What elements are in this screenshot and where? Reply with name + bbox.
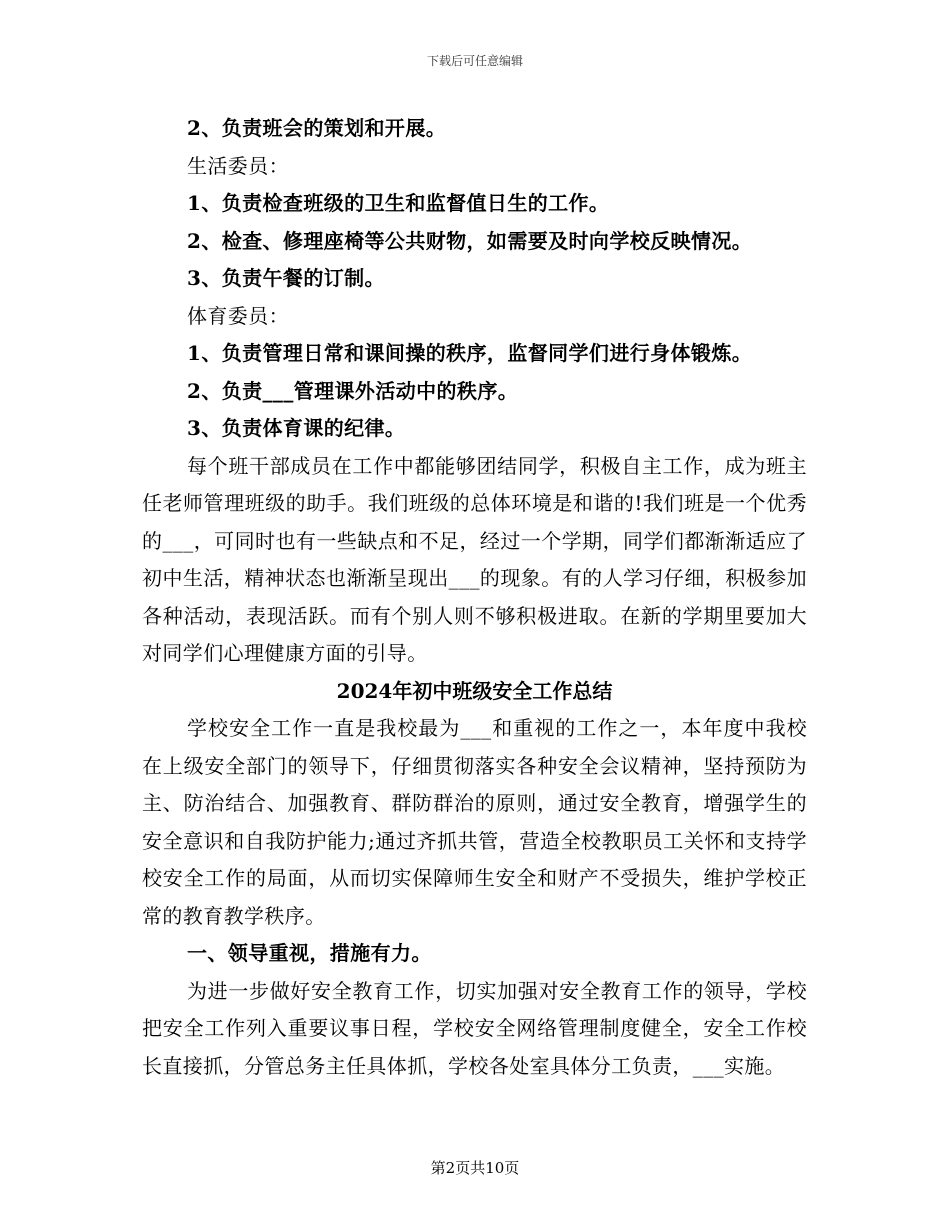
sports-item-1: 1、负责管理日常和课间操的秩序，监督同学们进行身体锻炼。 <box>187 341 753 365</box>
sports-item-2: 2、负责___管理课外活动中的秩序。 <box>187 378 519 403</box>
document-body <box>142 110 807 1085</box>
sports-committee-label: 体育委员： <box>187 303 289 328</box>
sports-item-3: 3、负责体育课的纪律。 <box>187 416 406 440</box>
life-item-3: 3、负责午餐的订制。 <box>187 266 385 290</box>
section-title: 2024年初中班级安全工作总结 <box>336 678 613 703</box>
page-footer: 第2页共10页 <box>430 1159 520 1177</box>
safety-intro-paragraph: 学校安全工作一直是我校最为___和重视的工作之一，本年度中我校在上级安全部门的领导下，仔细贯彻落实各种安全会议精神，坚持预防为主、防治结合、加强教育、群防群治的原则，通过安全教育，增强学生的安全意识和自我防护能力;通过齐抓共管，营造全校教职员工关怀和支持学校安全工作的局面，从而切实保障师生安全和财产不受损失，维护学校正常的教育教学秩序。 <box>142 716 807 928</box>
leadership-paragraph: 为进一步做好安全教育工作，切实加强对安全教育工作的领导，学校把安全工作列入重要议事日程，学校安全网络管理制度健全，安全工作校长直接抓，分管总务主任具体抓，学校各处室具体分工负责，___实施。 <box>142 978 807 1078</box>
header-note: 下载后可任意编辑 <box>426 54 523 68</box>
summary-paragraph: 每个班干部成员在工作中都能够团结同学，积极自主工作，成为班主任老师管理班级的助手。我们班级的总体环境是和谐的!我们班是一个优秀的___，可同时也有一些缺点和不足，经过一个学期，同学们都渐渐适应了初中生活，精神状态也渐渐呈现出___的现象。有的人学习仔细，积极参加各种活动，表现活跃。而有个别人则不够积极进取。在新的学期里要加大对同学们心理健康方面的引导。 <box>142 453 807 665</box>
life-item-1: 1、负责检查班级的卫生和监督值日生的工作。 <box>187 191 610 215</box>
life-item-2: 2、检查、修理座椅等公共财物，如需要及时向学校反映情况。 <box>187 228 753 253</box>
class-meeting-item: 2、负责班会的策划和开展。 <box>187 116 447 140</box>
heading-leadership: 一、领导重视，措施有力。 <box>187 941 432 965</box>
life-committee-label: 生活委员： <box>187 153 289 178</box>
